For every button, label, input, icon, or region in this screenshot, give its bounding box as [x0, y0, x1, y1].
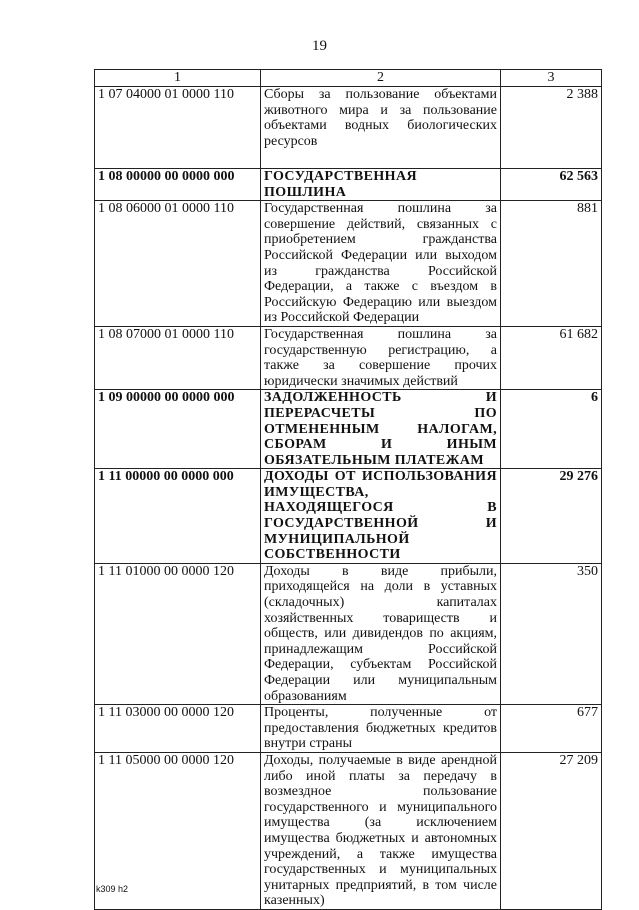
revenue-amount: 62 563: [501, 169, 602, 201]
budget-revenue-table: [94, 69, 602, 910]
revenue-code: 1 08 06000 01 0000 110: [95, 201, 261, 327]
table-row: [95, 705, 602, 753]
revenue-amount: 6: [501, 390, 602, 469]
revenue-code: 1 11 03000 00 0000 120: [95, 705, 261, 753]
table-row: [95, 87, 602, 169]
revenue-name: Сборы за пользование объектами животного мира и за пользование объектами водных биологических ресурсов: [261, 87, 501, 169]
table-row: [95, 201, 602, 327]
table-row: [95, 469, 602, 564]
revenue-name: Государственная пошлина за государственную регистрацию, а также за совершение прочих юридически значимых действий: [261, 326, 501, 389]
revenue-name: Доходы в виде прибыли, приходящейся на доли в уставных (складочных) капиталах хозяйственных товариществ и обществ, или дивидендов по акциям, принадлежащим Российской Федерации, субъектам Российской Федерации или муниципальным образованиям: [261, 563, 501, 704]
revenue-name: ДОХОДЫ ОТ ИСПОЛЬЗОВАНИЯ ИМУЩЕСТВА, НАХОДЯЩЕГОСЯ В ГОСУДАРСТВЕННОЙ И МУНИЦИПАЛЬНОЙ СОБСТВЕННОСТИ: [261, 469, 501, 564]
revenue-amount: 677: [501, 705, 602, 753]
revenue-code: 1 08 07000 01 0000 110: [95, 326, 261, 389]
page-number: 19: [312, 38, 327, 54]
table-row: [95, 563, 602, 704]
table-row: [95, 390, 602, 469]
revenue-amount: 881: [501, 201, 602, 327]
revenue-name: Доходы, получаемые в виде арендной либо иной платы за передачу в возмездное пользование государственного и муниципального имущества (за исключением имущества бюджетных и автономных учреждений, а также имущества государственных и муниципальных унитарных предприятий, в том числе казенных): [261, 752, 501, 909]
revenue-code: 1 07 04000 01 0000 110: [95, 87, 261, 169]
revenue-amount: 29 276: [501, 469, 602, 564]
revenue-name: Проценты, полученные от предоставления бюджетных кредитов внутри страны: [261, 705, 501, 753]
revenue-name: ГОСУДАРСТВЕННАЯ ПОШЛИНА: [261, 169, 501, 201]
revenue-amount: 350: [501, 563, 602, 704]
revenue-code: 1 08 00000 00 0000 000: [95, 169, 261, 201]
document-footer-code: k309 h2: [96, 884, 129, 894]
table-row: [95, 326, 602, 389]
revenue-name: Государственная пошлина за совершение действий, связанных с приобретением гражданства Российской Федерации или выходом из гражданства Российской Федерации, а также с въездом в Российскую Федерацию или выездом из Российской Федерации: [261, 201, 501, 327]
revenue-amount: 27 209: [501, 752, 602, 909]
revenue-code: 1 11 00000 00 0000 000: [95, 469, 261, 564]
table-header-row: [95, 70, 602, 87]
table-row: [95, 169, 602, 201]
revenue-code: 1 11 05000 00 0000 120: [95, 752, 261, 909]
revenue-name: ЗАДОЛЖЕННОСТЬ И ПЕРЕРАСЧЕТЫ ПО ОТМЕНЕННЫМ НАЛОГАМ, СБОРАМ И ИНЫМ ОБЯЗАТЕЛЬНЫМ ПЛАТЕЖАМ: [261, 390, 501, 469]
column-header-code: 1: [95, 70, 261, 87]
revenue-code: 1 09 00000 00 0000 000: [95, 390, 261, 469]
column-header-name: 2: [261, 70, 501, 87]
revenue-amount: 61 682: [501, 326, 602, 389]
table-row: [95, 752, 602, 909]
revenue-code: 1 11 01000 00 0000 120: [95, 563, 261, 704]
revenue-amount: 2 388: [501, 87, 602, 169]
column-header-amount: 3: [501, 70, 602, 87]
